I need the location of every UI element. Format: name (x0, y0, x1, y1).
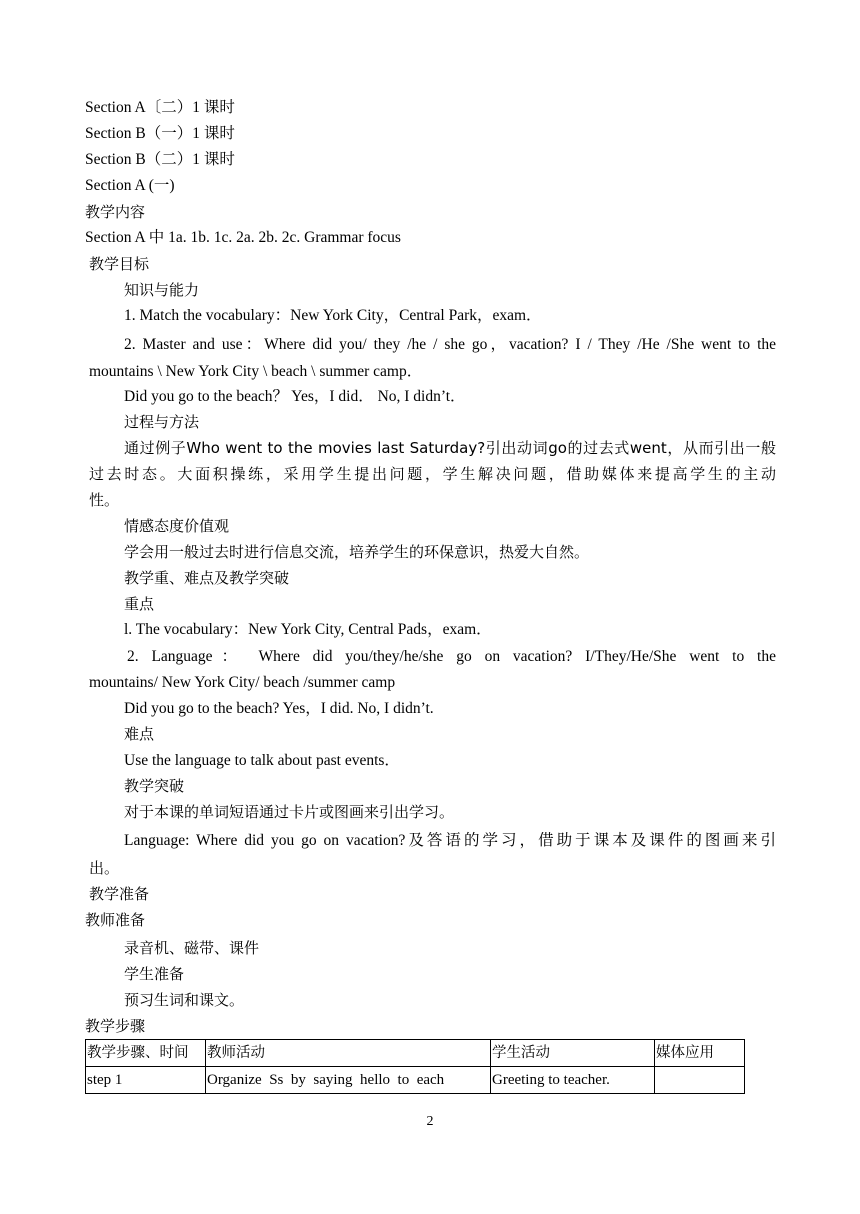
text-line: 1. Match the vocabulary：New York City，Central Park，exam． (124, 307, 542, 324)
table-header-cell: 媒体应用 (655, 1040, 745, 1067)
heading-teaching-steps: 教学步骤 (85, 1017, 146, 1035)
table-header-row (86, 1040, 745, 1067)
table-cell (655, 1067, 745, 1094)
text-line: Section B（一）1 课时 (85, 125, 235, 142)
text-line: 学会用一般过去时进行信息交流，培养学生的环保意识，热爱大自然。 (124, 543, 590, 561)
subheading: 难点 (124, 725, 155, 743)
subheading: 过程与方法 (124, 413, 200, 431)
text-line: Section B（二）1 课时 (85, 151, 235, 168)
text-line: 2. Master and use：Where did you/ they /he / she go，vacation? I / They /He /She went to the (124, 336, 776, 353)
table-cell: step 1 (86, 1067, 206, 1094)
subheading: 教学重、难点及教学突破 (124, 569, 290, 587)
table-header-cell: 教师活动 (206, 1040, 491, 1067)
subheading: 知识与能力 (124, 281, 200, 299)
table-cell: Organize Ss by saying hello to each (206, 1067, 491, 1094)
text-line: 性。 (89, 491, 120, 509)
heading-preparation: 教学准备 (89, 885, 150, 903)
table-row (86, 1067, 745, 1094)
text-line: 预习生词和课文。 (124, 991, 245, 1009)
subheading: 情感态度价值观 (124, 517, 230, 535)
text-line: mountains \ New York City \ beach \ summer camp． (89, 363, 423, 380)
table-header-cell: 学生活动 (491, 1040, 655, 1067)
text-line: Section A 中 1a. 1b. 1c. 2a. 2b. 2c. Grammar focus (85, 229, 401, 246)
text-line: Section A〔二）1 课时 (85, 99, 235, 116)
text-line: mountains/ New York City/ beach /summer camp (89, 674, 396, 691)
subheading: 重点 (124, 595, 155, 613)
table-cell: Greeting to teacher. (491, 1067, 655, 1094)
text-line: Use the language to talk about past events． (124, 752, 400, 769)
subheading: 教师准备 (85, 911, 146, 929)
text-line: 录音机、磁带、课件 (124, 939, 260, 957)
table-header-cell: 教学步骤、时间 (86, 1040, 206, 1067)
text-line: 通过例子Who went to the movies last Saturday?引出动词go的过去式went，从而引出一般 (124, 439, 776, 457)
text-line: Did you go to the beach？ Yes，I did． No, I didn’t． (124, 388, 466, 405)
subheading: 学生准备 (124, 965, 185, 983)
text-line: 出。 (89, 859, 120, 877)
text-line: l. The vocabulary：New York City, Central Pads，exam． (124, 621, 492, 638)
teaching-steps-table (85, 1039, 745, 1094)
heading-teaching-goals: 教学目标 (89, 255, 150, 273)
text-line: Language: Where did you go on vacation?及答语的学习，借助于课本及课件的图画来引 (124, 832, 776, 849)
heading-teaching-content: 教学内容 (85, 203, 146, 221)
text-line: 对于本课的单词短语通过卡片或图画来引出学习。 (124, 803, 455, 821)
page-number: 2 (426, 1114, 434, 1129)
subheading: 教学突破 (124, 777, 185, 795)
text-line: Did you go to the beach? Yes，I did. No, I didn’t. (124, 700, 434, 717)
text-line: 2. Language： Where did you/they/he/she go on vacation? I/They/He/She went to the (127, 648, 776, 665)
section-heading: Section A (一) (85, 177, 175, 194)
text-line: 过去时态。大面积操练，采用学生提出问题，学生解决问题，借助媒体来提高学生的主动 (89, 465, 776, 483)
